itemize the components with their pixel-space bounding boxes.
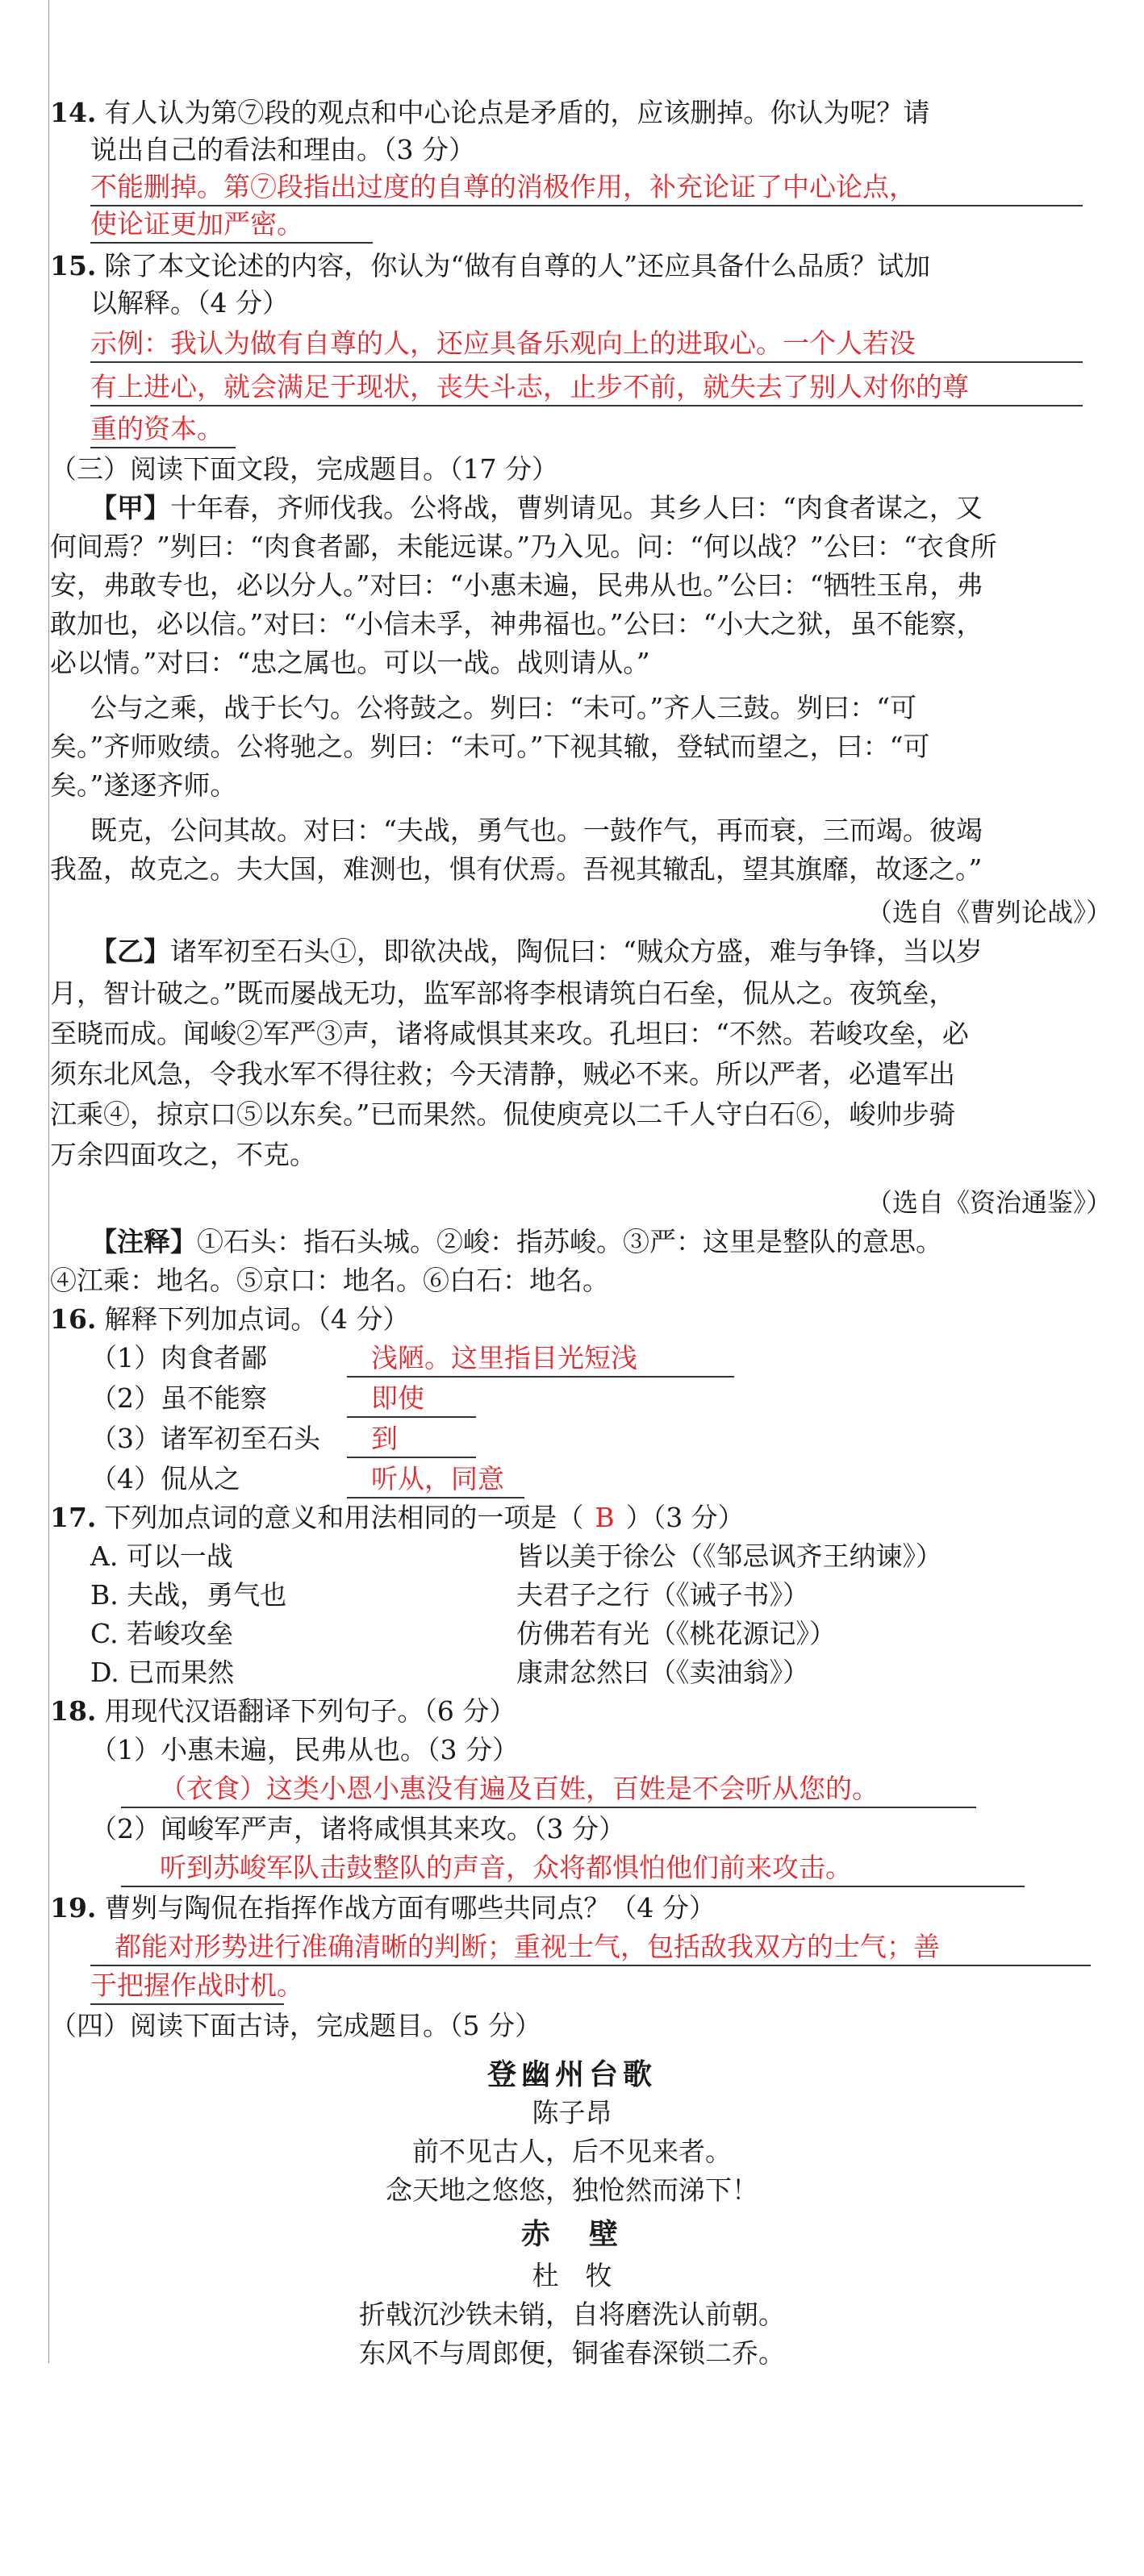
- q16-item-answer: 听从，同意: [347, 1461, 524, 1498]
- q17-text-pre: 下列加点词的意义和用法相同的一项是（: [104, 1502, 584, 1533]
- q14-number: 14.: [50, 97, 97, 128]
- notes-line1: ①石头：指石头城。②峻：指苏峻。③严：这里是整队的意思。: [197, 1226, 942, 1257]
- passage-jia-line: 敢加也，必以信。”对曰：“小信未孚，神弗福也。”公曰：“小大之狱，虽不能察，: [50, 608, 983, 640]
- passage-yi-line: 须东北风急，令我水军不得往救；今天清静，贼必不来。所以严者，必遣军出: [50, 1058, 955, 1090]
- q16-item-label: （4）侃从之: [90, 1463, 240, 1494]
- passage-jia-line: 必以情。”对曰：“忠之属也。可以一战。战则请从。”: [50, 647, 650, 678]
- q17-text-post: ）（3 分）: [625, 1502, 745, 1533]
- passage-yi-line: 至晓而成。闻峻②军严③声，诸将咸惧其来攻。孔坦曰：“不然。若峻攻垒，必: [50, 1018, 969, 1049]
- section-4-heading: （四）阅读下面古诗，完成题目。（5 分）: [50, 2010, 541, 2041]
- passage-jia-source: （选自《曹刿论战》）: [866, 897, 1112, 927]
- passage-jia-line: 矣。”遂逐齐师。: [50, 769, 237, 801]
- q15-text-line2: 以解释。（4 分）: [90, 287, 289, 319]
- poem2-author: 杜 牧: [532, 2260, 612, 2291]
- q16-text: 解释下列加点词。（4 分）: [104, 1303, 410, 1335]
- q17-option-right: 夫君子之行（《诫子书》）: [516, 1579, 809, 1611]
- q17-option-right: 皆以美于徐公（《邹忌讽齐王纳谏》）: [516, 1540, 942, 1572]
- poem1-line2: 念天地之悠悠，独怆然而涕下！: [386, 2174, 758, 2206]
- poem1-author: 陈子昂: [532, 2097, 612, 2128]
- q19-answer-line2: 于把握作战时机。: [90, 1968, 284, 2005]
- q16-item-label: （3）诸军初至石头: [90, 1423, 320, 1454]
- passage-yi-source: （选自《资治通鉴》）: [866, 1187, 1112, 1218]
- q15-answer-line2: 有上进心，就会满足于现状，丧失斗志，止步不前，就失去了别人对你的尊: [90, 369, 1083, 406]
- poem1-line1: 前不见古人，后不见来者。: [412, 2136, 732, 2167]
- q17-option-left: A. 可以一战: [90, 1540, 233, 1572]
- q16-item-answer: 即使: [347, 1381, 476, 1418]
- q18-sentence-2: （2）闻峻军严声，诸将咸惧其来攻。（3 分）: [90, 1813, 625, 1844]
- section-3-heading: （三）阅读下面文段，完成题目。（17 分）: [50, 453, 558, 485]
- poem2-line1: 折戟沉沙铁未销，自将磨洗认前朝。: [359, 2299, 785, 2330]
- notes-line2: ④江乘：地名。⑤京口：地名。⑥白石：地名。: [50, 1265, 609, 1296]
- q18-answer-2: 听到苏峻军队击鼓整队的声音，众将都惧怕他们前来攻击。: [121, 1850, 1025, 1887]
- q18-answer-1: （衣食）这类小恩小惠没有遍及百姓，百姓是不会听从您的。: [121, 1771, 976, 1808]
- passage-yi-line: 江乘④，掠京口⑤以东矣。”已而果然。侃使庾亮以二千人守白石⑥，峻帅步骑: [50, 1098, 956, 1130]
- poem1-title: 登幽州台歌: [486, 2057, 657, 2091]
- q17-answer: B: [595, 1502, 615, 1533]
- q17-option-left: B. 夫战，勇气也: [90, 1579, 287, 1611]
- q14-text-line2: 说出自己的看法和理由。（3 分）: [90, 134, 475, 165]
- q17-option-right: 康肃忿然曰（《卖油翁》）: [516, 1657, 809, 1688]
- passage-jia-line: 十年春，齐师伐我。公将战，曹刿请见。其乡人曰：“肉食者谋之，又: [170, 492, 983, 523]
- passage-yi-line: 万余四面攻之，不克。: [50, 1139, 316, 1170]
- passage-jia-line: 何间焉？”刿曰：“肉食者鄙，未能远谋。”乃入见。问：“何以战？”公曰：“衣食所: [50, 531, 997, 562]
- q19-number: 19.: [50, 1892, 97, 1924]
- q18-text: 用现代汉语翻译下列句子。（6 分）: [104, 1695, 516, 1727]
- q16-item-answer: 浅陋。这里指目光短浅: [347, 1340, 734, 1378]
- q18-sentence-1: （1）小惠未遍，民弗从也。（3 分）: [90, 1734, 519, 1765]
- passage-jia-label: 【甲】: [90, 492, 170, 523]
- q16-item-answer: 到: [347, 1421, 476, 1458]
- q17-option-right: 仿佛若有光（《桃花源记》）: [516, 1618, 836, 1649]
- q15-number: 15.: [50, 250, 97, 281]
- q15-answer-line3: 重的资本。: [90, 411, 236, 448]
- passage-yi-line: 诸军初至石头①，即欲决战，陶侃曰：“贼众方盛，难与争锋，当以岁: [170, 936, 983, 967]
- passage-jia-line: 安，弗敢专也，必以分人。”对曰：“小惠未遍，民弗从也。”公曰：“牺牲玉帛，弗: [50, 569, 983, 601]
- q17-option-left: D. 已而果然: [90, 1657, 235, 1688]
- q15-text-line1: 除了本文论述的内容，你认为“做有自尊的人”还应具备什么品质？试加: [104, 250, 931, 281]
- passage-jia-line: 既克，公问其故。对曰：“夫战，勇气也。一鼓作气，再而衰，三而竭。彼竭: [90, 815, 983, 846]
- q18-number: 18.: [50, 1695, 97, 1727]
- passage-jia-line: 矣。”齐师败绩。公将驰之。刿曰：“未可。”下视其辙，登轼而望之，曰：“可: [50, 731, 930, 762]
- q14-answer-line2: 使论证更加严密。: [90, 206, 373, 244]
- q16-number: 16.: [50, 1303, 97, 1335]
- q17-number: 17.: [50, 1502, 97, 1533]
- left-margin-rule: [48, 0, 49, 2363]
- passage-jia-line: 我盈，故克之。夫大国，难测也，惧有伏焉。吾视其辙乱，望其旗靡，故逐之。”: [50, 853, 983, 885]
- q16-item-label: （2）虽不能察: [90, 1382, 267, 1414]
- q15-answer-line1: 示例：我认为做有自尊的人，还应具备乐观向上的进取心。一个人若没: [90, 326, 1083, 363]
- q14-text-line1: 有人认为第⑦段的观点和中心论点是矛盾的，应该删掉。你认为呢？请: [104, 97, 930, 128]
- passage-yi-line: 月，智计破之。”既而屡战无功，监军部将李根请筑白石垒，侃从之。夜筑垒，: [50, 977, 956, 1009]
- q19-answer-line1: 都能对形势进行准确清晰的判断；重视士气，包括敌我双方的士气；善: [90, 1929, 1091, 1966]
- passage-yi-label: 【乙】: [90, 936, 170, 967]
- q17-option-left: C. 若峻攻垒: [90, 1618, 234, 1649]
- q14-answer-line1: 不能删掉。第⑦段指出过度的自尊的消极作用，补充论证了中心论点，: [90, 169, 1083, 206]
- q19-text: 曹刿与陶侃在指挥作战方面有哪些共同点？（4 分）: [104, 1892, 716, 1924]
- poem2-line2: 东风不与周郎便，铜雀春深锁二乔。: [359, 2337, 785, 2369]
- poem2-title: 赤 壁: [520, 2217, 623, 2251]
- q16-item-label: （1）肉食者鄙: [90, 1342, 267, 1373]
- passage-jia-line: 公与之乘，战于长勺。公将鼓之。刿曰：“未可。”齐人三鼓。刿曰：“可: [90, 692, 917, 723]
- notes-label: 【注释】: [90, 1226, 197, 1257]
